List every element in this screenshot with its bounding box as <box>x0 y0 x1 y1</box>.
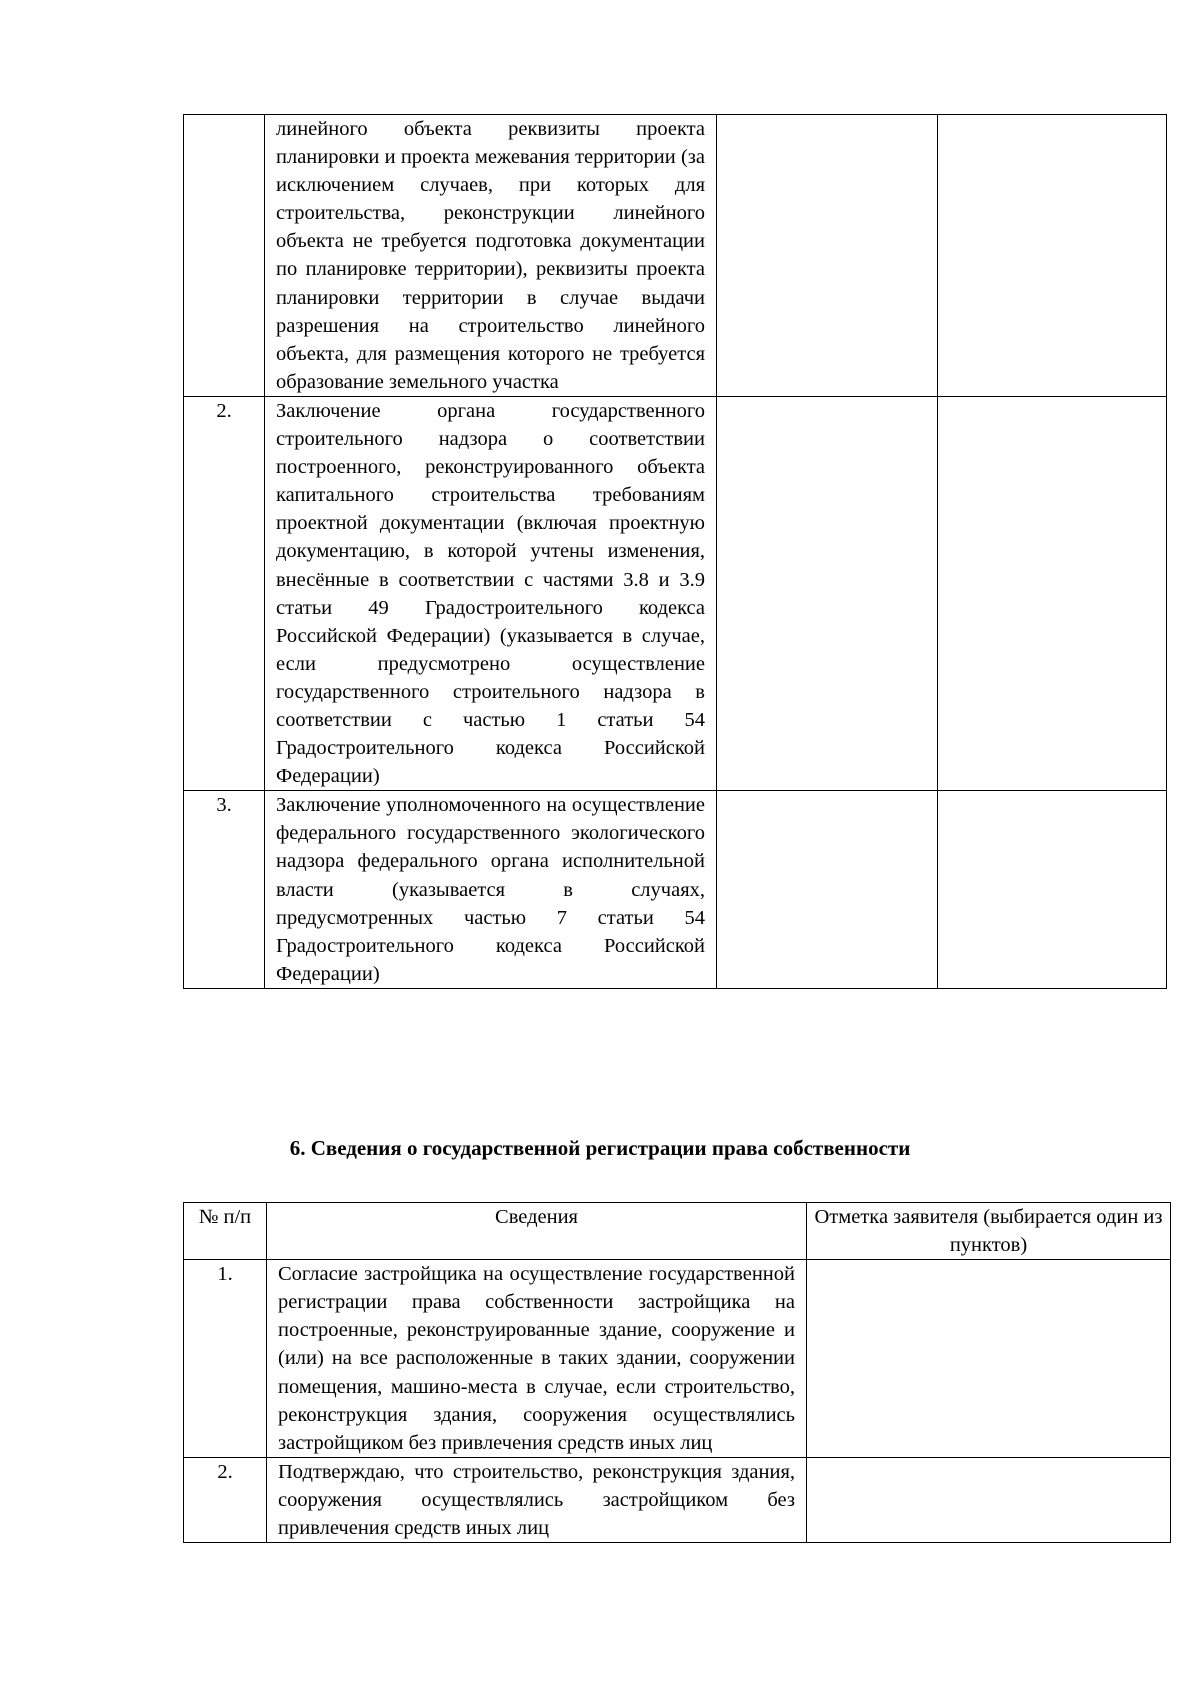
row-text: линейного объекта реквизиты проекта планировки и проекта межевания территории (за исключением случаев, при которых для строительства, реконструкции линейного объекта не требуется подготовка документации по планировке территории), реквизиты проекта планировки территории в случае выдачи разрешения на строительство линейного объекта, для размещения которого не требуется образование земельного участка <box>265 115 717 397</box>
applicant-mark-cell[interactable] <box>807 1457 1171 1542</box>
table-row <box>184 1457 1171 1542</box>
header-info: Сведения <box>267 1203 807 1260</box>
section-heading: 6. Сведения о государственной регистрации права собственности <box>289 1136 911 1160</box>
empty-cell[interactable] <box>717 396 938 790</box>
ownership-registration-table <box>183 1202 1171 1543</box>
empty-cell[interactable] <box>717 115 938 397</box>
table-row <box>184 791 1167 989</box>
header-number: № п/п <box>184 1203 267 1260</box>
table-row <box>184 1260 1171 1458</box>
applicant-mark-cell[interactable] <box>807 1260 1171 1458</box>
row-text: Подтверждаю, что строительство, реконструкция здания, сооружения осуществлялись застройщиком без привлечения средств иных лиц <box>267 1457 807 1542</box>
row-text: Согласие застройщика на осуществление государственной регистрации права собственности застройщика на построенные, реконструированные здание, сооружение и (или) на все расположенные в таких здании, сооружении помещения, машино-места в случае, если строительство, реконструкция здания, сооружения осуществлялись застройщиком без привлечения средств иных лиц <box>267 1260 807 1458</box>
row-number: 3. <box>184 791 265 989</box>
row-text: Заключение уполномоченного на осуществление федерального государственного экологического надзора федерального органа исполнительной власти (указывается в случаях, предусмотренных частью 7 статьи 54 Градостроительного кодекса Российской Федерации) <box>265 791 717 989</box>
row-text: Заключение органа государственного строительного надзора о соответствии построенного, реконструированного объекта капитального строительства требованиям проектной документации (включая проектную документацию, в которой учтены изменения, внесённые в соответствии с частями 3.8 и 3.9 статьи 49 Градостроительного кодекса Российской Федерации) (указывается в случае, если предусмотрено осуществление государственного строительного надзора в соответствии с частью 1 статьи 54 Градостроительного кодекса Российской Федерации) <box>265 396 717 790</box>
table-row <box>184 115 1167 397</box>
documents-table <box>183 114 1167 989</box>
table-row <box>184 396 1167 790</box>
header-applicant-mark: Отметка заявителя (выбирается один из пунктов) <box>807 1203 1171 1260</box>
empty-cell[interactable] <box>938 115 1167 397</box>
row-number: 2. <box>184 1457 267 1542</box>
row-number <box>184 115 265 397</box>
empty-cell[interactable] <box>717 791 938 989</box>
empty-cell[interactable] <box>938 791 1167 989</box>
row-number: 1. <box>184 1260 267 1458</box>
row-number: 2. <box>184 396 265 790</box>
empty-cell[interactable] <box>938 396 1167 790</box>
table-header-row <box>184 1203 1171 1260</box>
